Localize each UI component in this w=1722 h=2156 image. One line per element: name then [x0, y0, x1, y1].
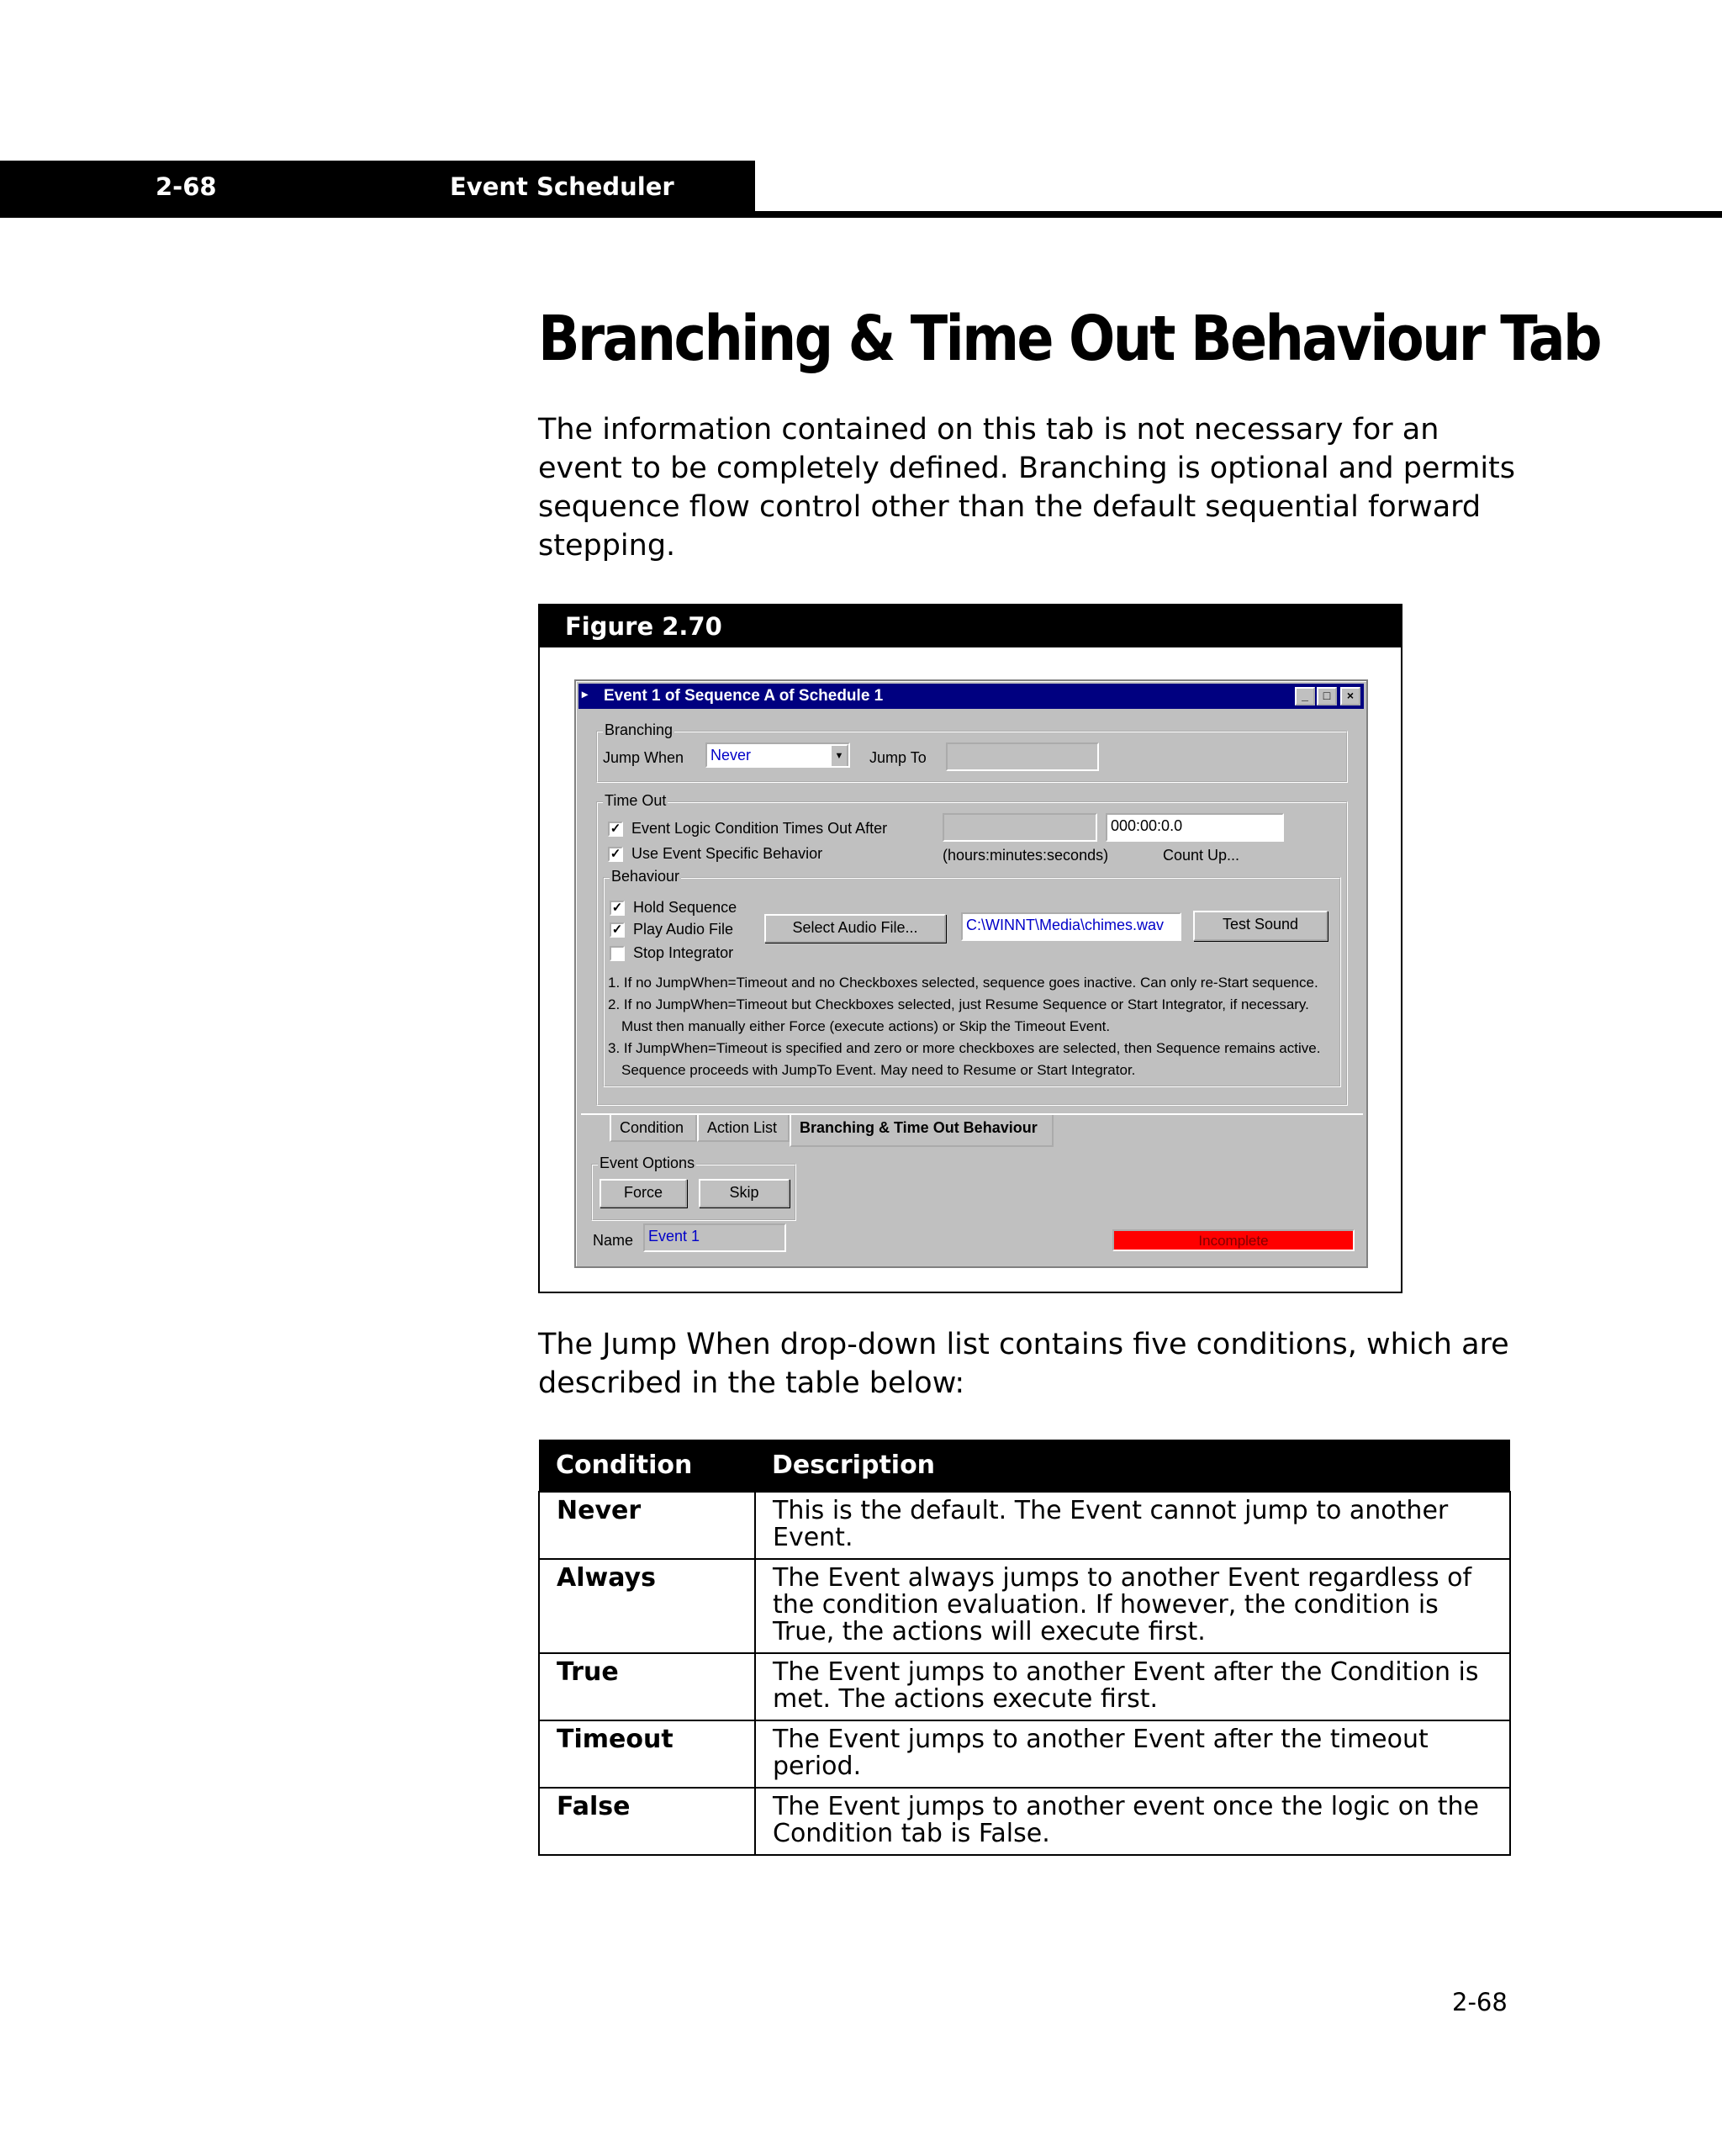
test-sound-button[interactable]: Test Sound: [1193, 911, 1328, 941]
behaviour-group: [603, 868, 1341, 1087]
header-section-title: Event Scheduler: [450, 172, 674, 201]
table-row: [539, 1720, 1510, 1788]
chevron-down-icon[interactable]: ▼: [830, 744, 848, 768]
page-title: Branching & Time Out Behaviour Tab: [538, 303, 1600, 375]
behaviour-note-5: Sequence proceeds with JumpTo Event. May need to Resume or Start Integrator.: [621, 1062, 1136, 1078]
conditions-table: [538, 1440, 1511, 1856]
behaviour-note-3: Must then manually either Force (execute actions) or Skip the Timeout Event.: [621, 1018, 1111, 1034]
table-row: [539, 1492, 1510, 1559]
header-page-number: 2-68: [156, 172, 217, 201]
select-audio-file-button[interactable]: Select Audio File...: [764, 914, 946, 943]
use-specific-checkbox[interactable]: ✓: [608, 847, 623, 862]
description-cell: The Event always jumps to another Event regardless of the condition evaluation. If however, the condition is True, the actions will execute first.: [755, 1559, 1510, 1653]
time-format-label: (hours:minutes:seconds): [943, 847, 1109, 864]
footer-page-number: 2-68: [1452, 1988, 1508, 2016]
jump-when-label: Jump When: [603, 749, 684, 766]
name-label: Name: [593, 1232, 634, 1249]
jump-when-value: Never: [710, 747, 752, 764]
event-options-label: Event Options: [600, 1155, 695, 1171]
tab-condition[interactable]: Condition: [610, 1115, 697, 1142]
logic-timeout-label: Event Logic Condition Times Out After: [631, 820, 888, 837]
table-header-row: [539, 1440, 1510, 1492]
jump-when-dropdown[interactable]: [705, 742, 850, 768]
running-header-rule: [755, 211, 1722, 218]
tab-action-list[interactable]: Action List: [697, 1115, 790, 1142]
column-header-condition: Condition: [539, 1440, 755, 1492]
figure-label: Figure 2.70: [540, 605, 1401, 647]
table-row: [539, 1653, 1510, 1720]
event-dialog: [574, 679, 1368, 1268]
condition-cell: Always: [539, 1559, 755, 1653]
behaviour-note-1: 1. If no JumpWhen=Timeout and no Checkboxes selected, sequence goes inactive. Can only re-Start sequence.: [608, 975, 1318, 991]
timeout-group-label: Time Out: [605, 792, 667, 809]
description-cell: This is the default. The Event cannot jump to another Event.: [755, 1492, 1510, 1559]
status-badge: Incomplete: [1112, 1229, 1355, 1251]
stop-integrator-label: Stop Integrator: [633, 944, 734, 961]
behaviour-note-4: 3. If JumpWhen=Timeout is specified and zero or more checkboxes are selected, then Sequence remains active.: [608, 1040, 1321, 1056]
tab-branching-timeout[interactable]: Branching & Time Out Behaviour: [790, 1115, 1054, 1147]
force-button[interactable]: Force: [600, 1179, 687, 1207]
intro-paragraph: The information contained on this tab is not necessary for an event to be completely defined. Branching is optional and permits sequence flow control other than the default sequential forward stepping.: [538, 413, 1516, 563]
use-specific-label: Use Event Specific Behavior: [631, 845, 823, 862]
branching-group-label: Branching: [605, 721, 673, 738]
table-row: [539, 1559, 1510, 1653]
logic-timeout-checkbox[interactable]: ✓: [608, 822, 623, 837]
condition-cell: True: [539, 1653, 755, 1720]
behaviour-group-label: Behaviour: [611, 868, 680, 885]
condition-cell: Timeout: [539, 1720, 755, 1788]
stop-integrator-checkbox[interactable]: [610, 946, 625, 961]
jump-when-paragraph: The Jump When drop-down list contains five conditions, which are described in the table below:: [538, 1328, 1509, 1400]
app-icon: ▸: [582, 687, 589, 700]
jump-to-field[interactable]: [946, 742, 1099, 771]
description-cell: The Event jumps to another Event after the Condition is met. The actions execute first.: [755, 1653, 1510, 1720]
play-audio-label: Play Audio File: [633, 921, 734, 938]
skip-button[interactable]: Skip: [699, 1179, 790, 1207]
event-options-group: [591, 1155, 796, 1221]
dialog-title: Event 1 of Sequence A of Schedule 1: [604, 687, 884, 705]
branching-group: [596, 721, 1348, 783]
hold-sequence-checkbox[interactable]: ✓: [610, 901, 625, 916]
behaviour-note-2: 2. If no JumpWhen=Timeout but Checkboxes selected, just Resume Sequence or Start Integrator, if necessary.: [608, 996, 1309, 1012]
jump-to-label: Jump To: [869, 749, 927, 766]
dialog-titlebar: [578, 684, 1364, 709]
condition-cell: Never: [539, 1492, 755, 1559]
description-cell: The Event jumps to another Event after the timeout period.: [755, 1720, 1510, 1788]
condition-cell: False: [539, 1788, 755, 1855]
audio-path-field[interactable]: C:\WINNT\Media\chimes.wav: [961, 912, 1181, 941]
timeout-field[interactable]: [943, 813, 1097, 842]
description-cell: The Event jumps to another event once the logic on the Condition tab is False.: [755, 1788, 1510, 1855]
play-audio-checkbox[interactable]: ✓: [610, 922, 625, 938]
maximize-button[interactable]: □: [1317, 687, 1337, 705]
minimize-button[interactable]: _: [1295, 687, 1315, 705]
table-row: [539, 1788, 1510, 1855]
figure: [538, 604, 1402, 1293]
name-field[interactable]: Event 1: [643, 1223, 786, 1252]
countup-field[interactable]: 000:00:0.0: [1106, 813, 1284, 842]
timeout-group: [596, 792, 1348, 1106]
column-header-description: Description: [755, 1440, 1510, 1492]
hold-sequence-label: Hold Sequence: [633, 899, 737, 916]
close-button[interactable]: ×: [1340, 687, 1360, 705]
countup-label: Count Up...: [1163, 847, 1240, 864]
